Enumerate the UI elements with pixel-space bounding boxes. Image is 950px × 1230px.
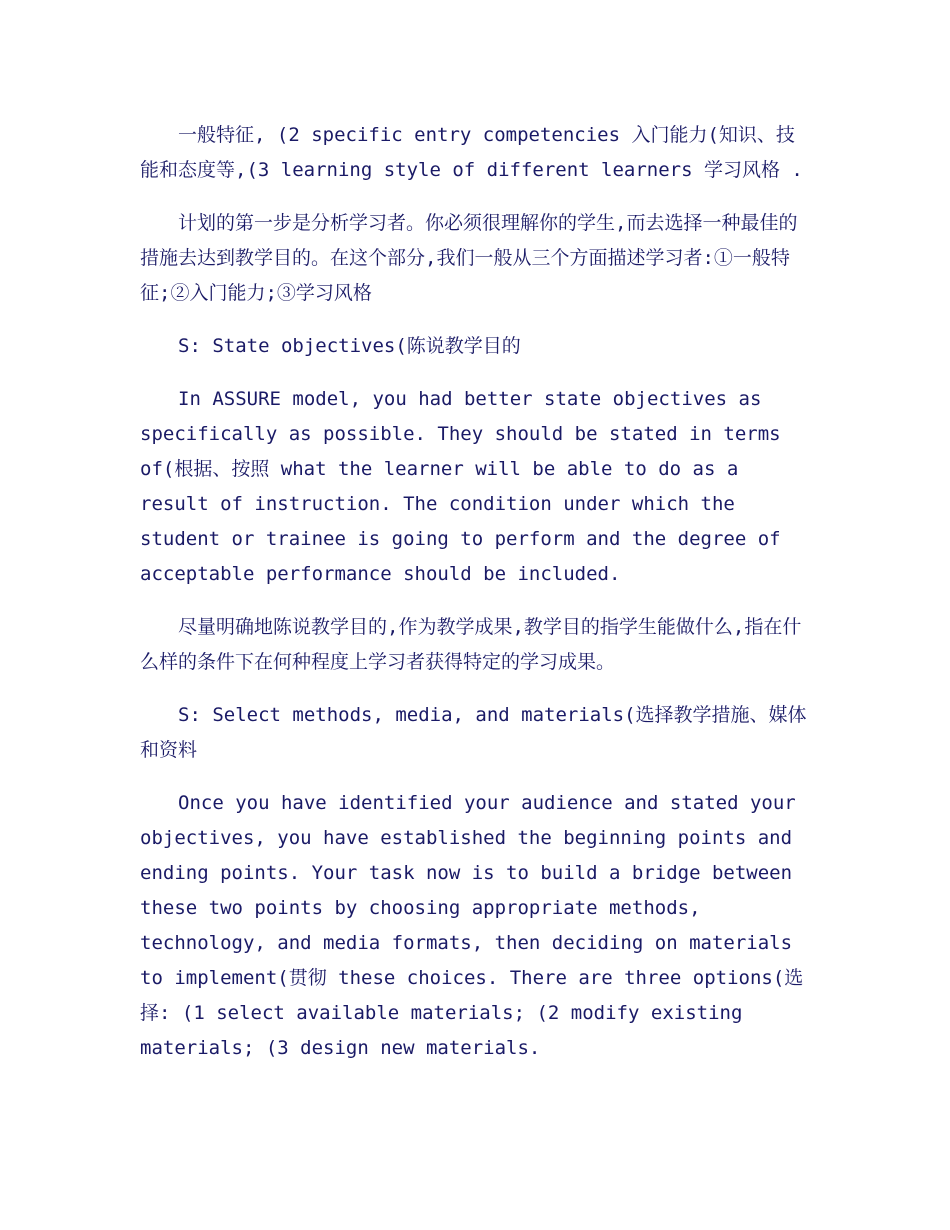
paragraph-select-methods: Once you have identified your audience and stated your objectives, you have established the beginning points and ending points. Your task now is to build a bridge between these two points by choosing appropriate methods, technology, and media formats, then deciding on materials to implement(贯彻 these choices. There are three options(选择: (1 select available materials; (2 modify existing materials; (3 design new materials. [140, 792, 804, 1059]
document-body [140, 118, 812, 1084]
heading-state-objectives: S: State objectives(陈说教学目的 [178, 335, 521, 357]
paragraph-objectives-english: In ASSURE model, you had better state objectives as specifically as possible. They should be stated in terms of(根据、按照 what the learner will be able to do as a result of instruction. The condition under which the student or trainee is going to perform and the degree of acceptable performance should be included. [140, 388, 781, 585]
paragraph-learner-traits: 一般特征, (2 specific entry competencies 入门能力(知识、技能和态度等,(3 learning style of different learners 学习风格 . [140, 124, 803, 181]
paragraph-analyze-learners: 计划的第一步是分析学习者。你必须很理解你的学生,而去选择一种最佳的措施去达到教学目的。在这个部分,我们一般从三个方面描述学习者:①一般特征;②入门能力;③学习风格 [140, 212, 798, 304]
heading-select-methods: S: Select methods, media, and materials(选择教学措施、媒体和资料 [140, 704, 807, 761]
paragraph-objectives-chinese: 尽量明确地陈说教学目的,作为教学成果,教学目的指学生能做什么,指在什么样的条件下在何种程度上学习者获得特定的学习成果。 [140, 616, 802, 673]
